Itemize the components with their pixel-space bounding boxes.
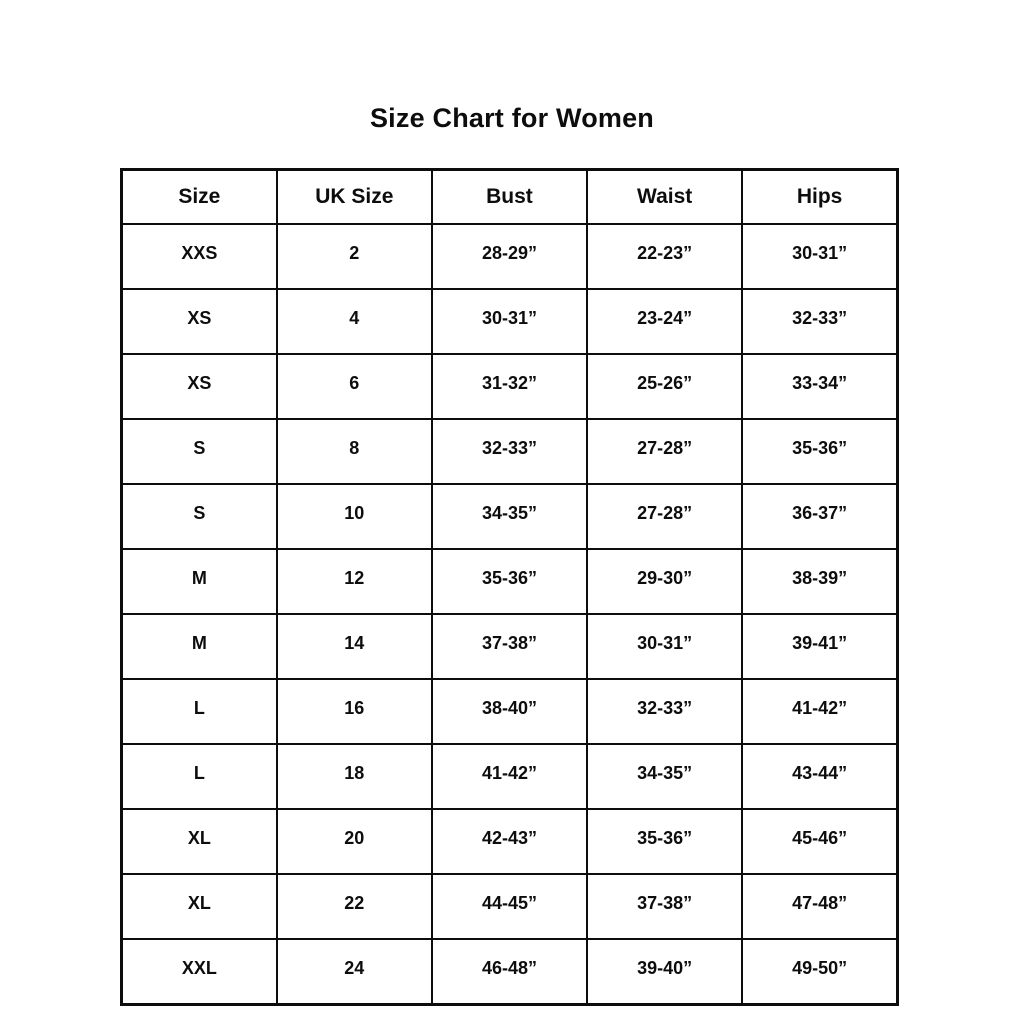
- table-row: [122, 549, 898, 614]
- column-header: Bust: [432, 170, 587, 225]
- table-cell: 35-36”: [432, 549, 587, 614]
- table-cell: 18: [277, 744, 432, 809]
- table-cell: 43-44”: [742, 744, 897, 809]
- table-cell: XL: [122, 874, 277, 939]
- size-chart-table: [120, 168, 899, 1006]
- table-cell: XL: [122, 809, 277, 874]
- column-header: Size: [122, 170, 277, 225]
- table-cell: S: [122, 419, 277, 484]
- table-row: [122, 809, 898, 874]
- table-cell: 28-29”: [432, 224, 587, 289]
- table-cell: 29-30”: [587, 549, 742, 614]
- table-cell: 22: [277, 874, 432, 939]
- table-cell: 27-28”: [587, 484, 742, 549]
- table-cell: 32-33”: [742, 289, 897, 354]
- table-row: [122, 679, 898, 744]
- table-row: [122, 354, 898, 419]
- table-row: [122, 484, 898, 549]
- table-cell: 44-45”: [432, 874, 587, 939]
- table-row: [122, 614, 898, 679]
- table-cell: 39-40”: [587, 939, 742, 1005]
- table-cell: 31-32”: [432, 354, 587, 419]
- table-cell: 41-42”: [742, 679, 897, 744]
- table-cell: 49-50”: [742, 939, 897, 1005]
- table-cell: 35-36”: [742, 419, 897, 484]
- table-cell: 27-28”: [587, 419, 742, 484]
- column-header: Hips: [742, 170, 897, 225]
- table-cell: 32-33”: [587, 679, 742, 744]
- table-row: [122, 939, 898, 1005]
- table-cell: 20: [277, 809, 432, 874]
- table-cell: XXS: [122, 224, 277, 289]
- table-cell: 36-37”: [742, 484, 897, 549]
- table-cell: 23-24”: [587, 289, 742, 354]
- table-cell: 16: [277, 679, 432, 744]
- table-row: [122, 419, 898, 484]
- table-cell: 33-34”: [742, 354, 897, 419]
- table-cell: 38-39”: [742, 549, 897, 614]
- table-cell: 46-48”: [432, 939, 587, 1005]
- table-cell: 4: [277, 289, 432, 354]
- table-row: [122, 744, 898, 809]
- table-cell: M: [122, 549, 277, 614]
- table-cell: XS: [122, 354, 277, 419]
- table-row: [122, 874, 898, 939]
- table-cell: 6: [277, 354, 432, 419]
- table-cell: 32-33”: [432, 419, 587, 484]
- table-cell: 37-38”: [432, 614, 587, 679]
- table-header: [122, 170, 898, 225]
- page-title: Size Chart for Women: [369, 103, 655, 133]
- table-cell: 41-42”: [432, 744, 587, 809]
- table-row: [122, 289, 898, 354]
- table-cell: 25-26”: [587, 354, 742, 419]
- table-cell: 45-46”: [742, 809, 897, 874]
- table-header-row: [122, 170, 898, 225]
- table-cell: 14: [277, 614, 432, 679]
- table-cell: XS: [122, 289, 277, 354]
- table-body: [122, 224, 898, 1005]
- table-cell: 22-23”: [587, 224, 742, 289]
- table-cell: L: [122, 744, 277, 809]
- table-cell: 37-38”: [587, 874, 742, 939]
- table-cell: S: [122, 484, 277, 549]
- table-cell: 47-48”: [742, 874, 897, 939]
- table-cell: 30-31”: [742, 224, 897, 289]
- table-cell: 34-35”: [432, 484, 587, 549]
- table-cell: 34-35”: [587, 744, 742, 809]
- table-cell: 38-40”: [432, 679, 587, 744]
- table-cell: 42-43”: [432, 809, 587, 874]
- table-cell: 24: [277, 939, 432, 1005]
- table-cell: 39-41”: [742, 614, 897, 679]
- table-cell: 8: [277, 419, 432, 484]
- table-row: [122, 224, 898, 289]
- table-cell: 35-36”: [587, 809, 742, 874]
- table-cell: 2: [277, 224, 432, 289]
- column-header: UK Size: [277, 170, 432, 225]
- table-cell: 12: [277, 549, 432, 614]
- table-cell: 30-31”: [432, 289, 587, 354]
- table-cell: L: [122, 679, 277, 744]
- table-cell: XXL: [122, 939, 277, 1005]
- table-cell: 30-31”: [587, 614, 742, 679]
- column-header: Waist: [587, 170, 742, 225]
- table-cell: M: [122, 614, 277, 679]
- table-cell: 10: [277, 484, 432, 549]
